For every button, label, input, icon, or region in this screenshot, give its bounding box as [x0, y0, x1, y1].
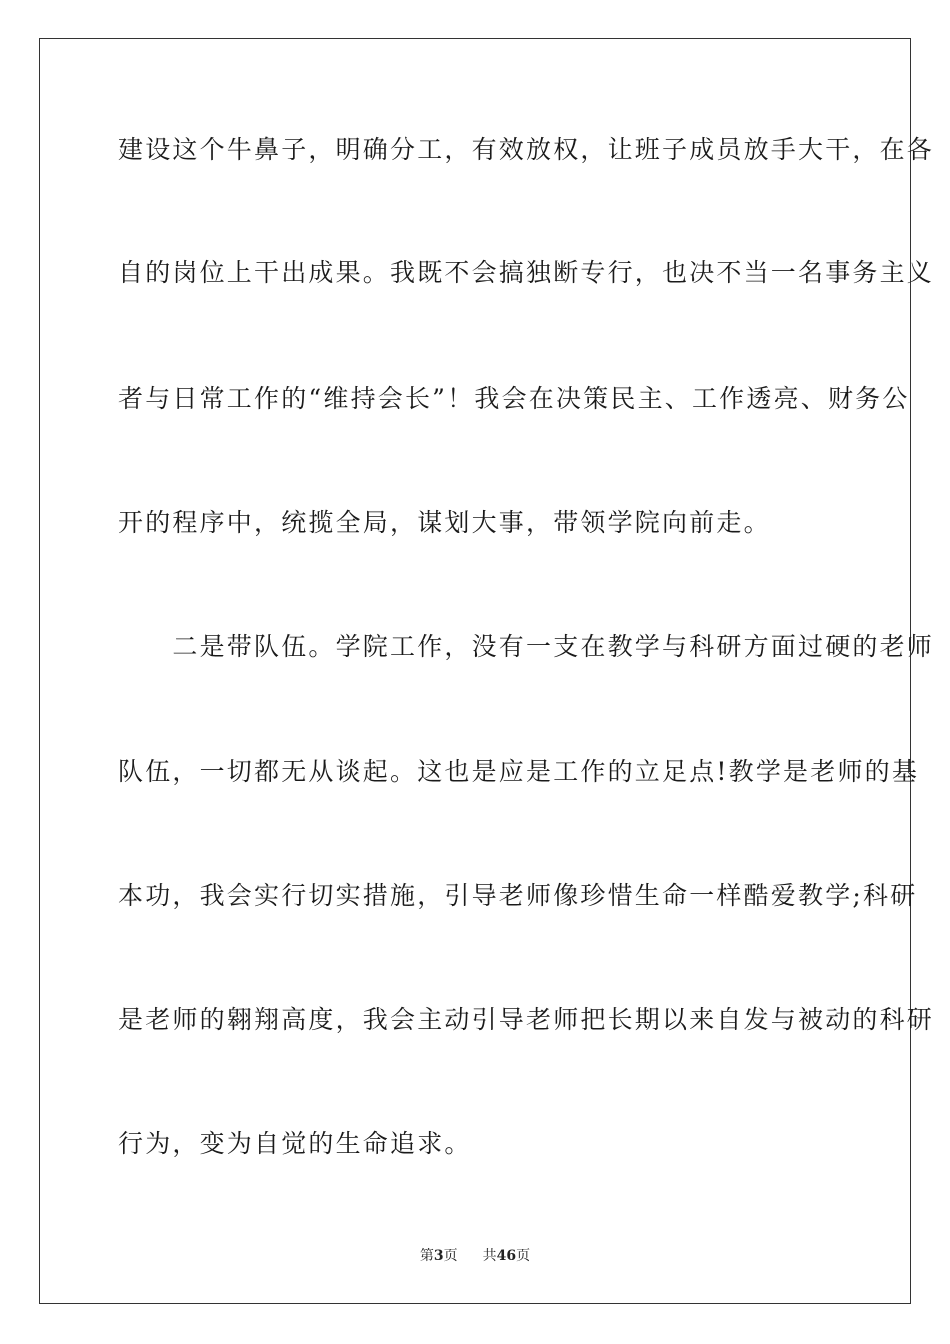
text-line-2: 自的岗位上干出成果。我既不会搞独断专行，也决不当一名事务主义 — [118, 258, 935, 287]
text-line-7: 本功，我会实行切实措施，引导老师像珍惜生命一样酷爱教学;科研 — [118, 881, 918, 910]
text-line-9: 行为，变为自觉的生命追求。 — [118, 1129, 472, 1158]
page-border — [39, 38, 935, 1304]
text-line-1: 建设这个牛鼻子，明确分工，有效放权，让班子成员放手大干，在各 — [118, 135, 935, 164]
text-line-6: 队伍，一切都无从谈起。这也是应是工作的立足点!教学是老师的基 — [118, 757, 920, 786]
total-pages-indicator: 共46页 — [482, 1248, 531, 1264]
text-line-4: 开的程序中，统揽全局，谋划大事，带领学院向前走。 — [118, 508, 771, 537]
page-indicator: 第3页 — [419, 1248, 458, 1264]
text-line-5: 二是带队伍。学院工作，没有一支在教学与科研方面过硬的老师 — [118, 632, 935, 661]
page-footer — [0, 1247, 950, 1265]
total-page-count: 46 — [496, 1248, 517, 1264]
text-line-8: 是老师的翱翔高度，我会主动引导老师把长期以来自发与被动的科研 — [118, 1005, 935, 1034]
current-page-number: 3 — [433, 1248, 444, 1264]
text-line-3: 者与日常工作的“维持会长”！我会在决策民主、工作透亮、财务公 — [118, 384, 910, 413]
